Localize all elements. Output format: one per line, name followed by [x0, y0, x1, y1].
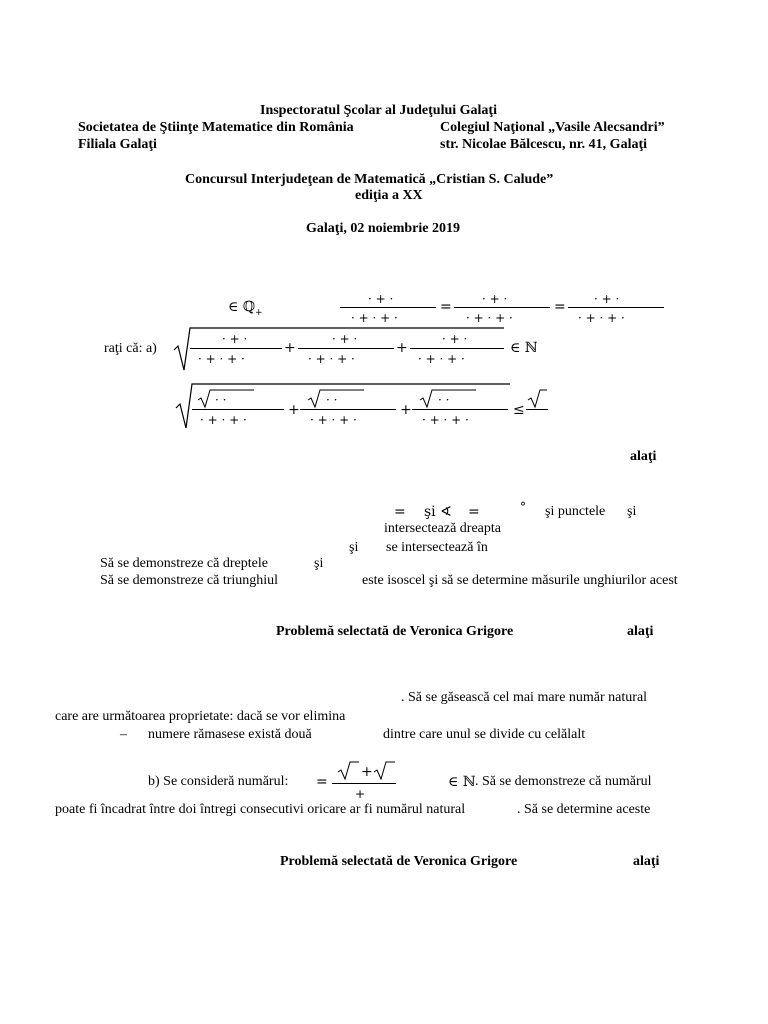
p3-prove: . Să se demonstreze că numărul: [475, 774, 652, 789]
fa3-den: · + · + ·: [418, 352, 465, 366]
frac2-num: · + ·: [482, 292, 508, 306]
fb2-num: · ·: [326, 393, 338, 407]
fb3-num: · ·: [438, 393, 450, 407]
in-n-a: ∈ ℕ: [510, 340, 538, 356]
fb2-bar: [300, 409, 396, 410]
p2-and-4: şi: [314, 556, 324, 571]
contest-edition: ediţia a XX: [355, 188, 423, 203]
p2-intersect-in: se intersectează în: [386, 540, 488, 555]
p2-and-points: şi punctele: [545, 504, 606, 519]
leq-sign: ≤: [513, 402, 525, 418]
plus-a2: +: [396, 340, 408, 356]
p3-determine: . Să se determine aceste: [517, 802, 651, 817]
fb3-bar: [412, 409, 508, 410]
p2-and-3: şi: [349, 540, 359, 555]
fa2-num: · + ·: [332, 332, 358, 346]
fb3-den: · + · + ·: [422, 413, 469, 427]
p3-den-plus: +: [355, 787, 366, 801]
p3-property: care are următoarea proprietate: dacă se vor elimina: [55, 709, 346, 724]
in-q-plus: ∈ ℚ$_+$: [228, 299, 263, 318]
equals-1: =: [440, 299, 452, 315]
p2-selected-by: Problemă selectată de Veronica Grigore: [276, 624, 514, 639]
problem2-footer: alaţi: [627, 624, 654, 639]
p2-and-2: şi: [627, 504, 637, 519]
p3-find: . Să se găsească cel mai mare număr natural: [401, 690, 648, 705]
fb1-den: · + · + ·: [200, 413, 247, 427]
p3-part-b: b) Se consideră numărul:: [148, 774, 289, 789]
p3-divides: dintre care unul se divide cu celălalt: [383, 727, 586, 742]
p2-prove-triangle: Să se demonstreze că triunghiul: [100, 573, 279, 588]
fb1-bar: [192, 409, 284, 410]
p3-sqrt-2: [372, 760, 396, 780]
p2-eq1: =: [394, 504, 406, 520]
contest-date: Galaţi, 02 noiembrie 2019: [306, 221, 460, 236]
problem3-footer: alaţi: [633, 854, 660, 869]
plus-b2: +: [400, 402, 412, 418]
frac2-bar: [454, 307, 550, 308]
frac1-den: · + · + ·: [351, 311, 398, 325]
p2-intersects-line: intersectează dreapta: [384, 521, 501, 536]
plus-b1: +: [288, 402, 300, 418]
p2-degree: °: [520, 500, 526, 514]
fb2-den: · + · + ·: [310, 413, 357, 427]
p2-prove-lines: Să se demonstreze că dreptele: [100, 556, 268, 571]
fa2-den: · + · + ·: [308, 352, 355, 366]
part-a-label: raţi că: a): [104, 341, 157, 356]
problem1-footer: alaţi: [630, 449, 657, 464]
p2-eq2: =: [468, 504, 480, 520]
p3-plus: +: [361, 764, 373, 780]
inspectorate-title: Inspectoratul Şcolar al Judeţului Galaţi: [260, 103, 497, 118]
p2-and-angle: şi ∢: [424, 504, 452, 520]
frac2-den: · + · + ·: [466, 311, 513, 325]
fa1-den: · + · + ·: [198, 352, 245, 366]
p3-remaining: numere rămasese există două: [148, 727, 312, 742]
college-address: str. Nicolae Bălcescu, nr. 41, Galaţi: [440, 137, 648, 152]
fa1-num: · + ·: [222, 332, 248, 346]
p3-sqrt-1: [336, 760, 360, 780]
frac1-bar: [340, 307, 436, 308]
college-name: Colegiul Naţional „Vasile Alecsandri”: [440, 120, 665, 135]
p3-dash: –: [120, 727, 127, 742]
p3-bounded: poate fi încadrat între doi întregi consecutivi oricare ar fi numărul natural: [55, 802, 466, 817]
frac3-bar: [568, 307, 664, 308]
rhs-bar: [526, 409, 548, 410]
frac3-den: · + · + ·: [578, 311, 625, 325]
branch-name: Filiala Galaţi: [78, 137, 157, 152]
p3-equals: =: [316, 774, 328, 790]
p3-in-n: ∈ ℕ: [448, 774, 476, 790]
frac3-num: · + ·: [594, 292, 620, 306]
plus-a1: +: [284, 340, 296, 356]
contest-title: Concursul Interjudeţean de Matematică „Cristian S. Calude”: [185, 172, 554, 187]
rhs-sqrt: [526, 388, 548, 408]
fb1-num: · ·: [215, 393, 227, 407]
fa3-bar: [410, 348, 504, 349]
fa1-bar: [190, 348, 282, 349]
p2-isosceles: este isoscel şi să se determine măsurile unghiurilor acest: [362, 573, 678, 588]
fa2-bar: [298, 348, 394, 349]
p3-frac-bar: [332, 783, 396, 784]
p3-selected-by: Problemă selectată de Veronica Grigore: [280, 854, 518, 869]
fa3-num: · + ·: [442, 332, 468, 346]
society-name: Societatea de Ştiinţe Matematice din România: [78, 120, 354, 135]
frac1-num: · + ·: [368, 292, 394, 306]
equals-2: =: [554, 299, 566, 315]
